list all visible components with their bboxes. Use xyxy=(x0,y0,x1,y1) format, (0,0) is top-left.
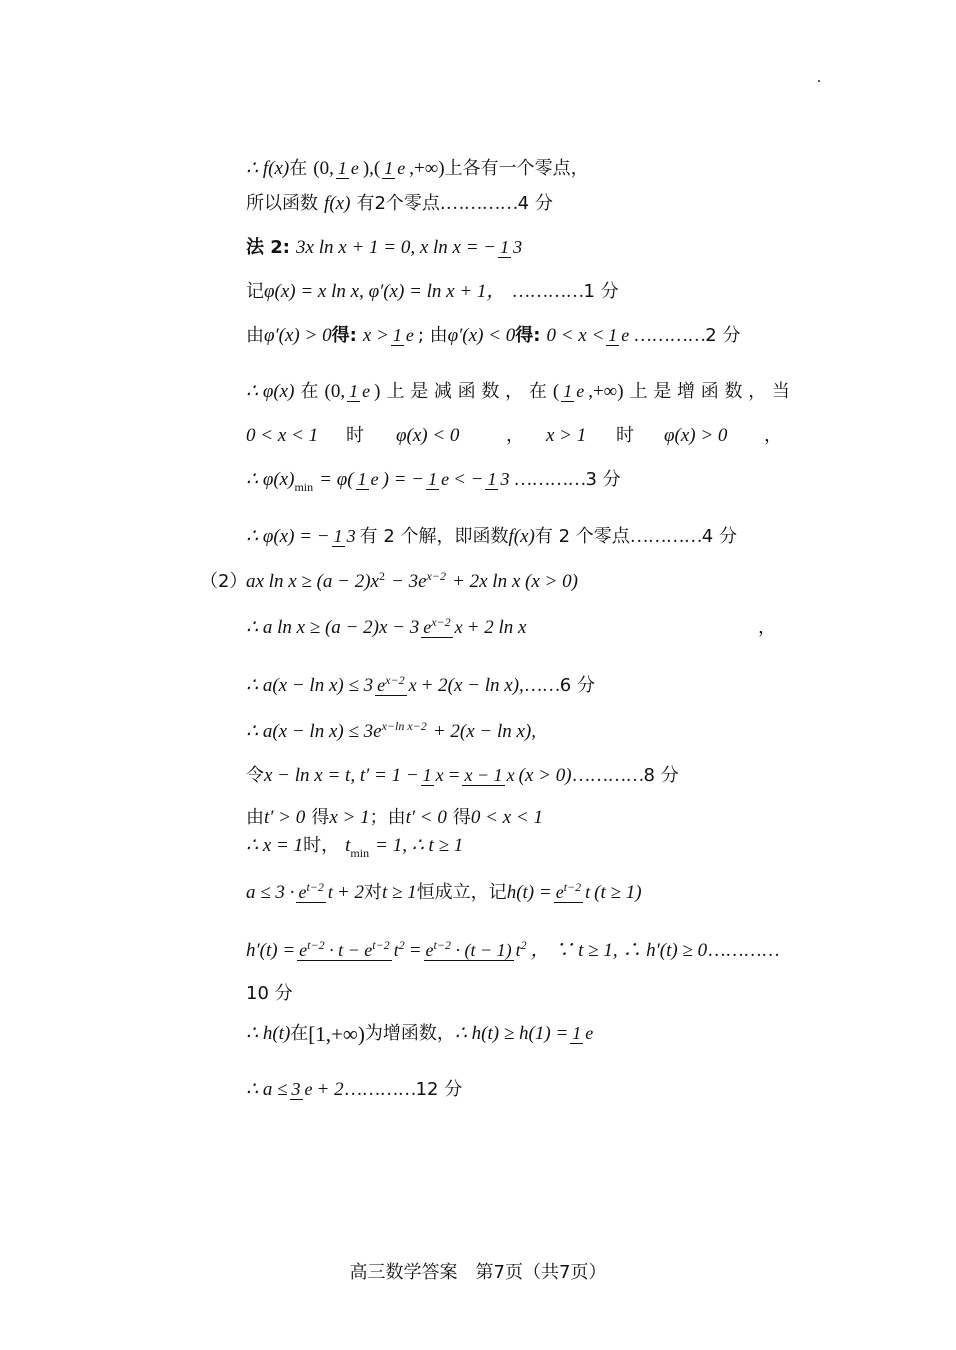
score: 1 分 xyxy=(583,281,619,302)
expr: φ′(x) > 0 xyxy=(264,325,332,346)
line-monotonic-intervals xyxy=(246,312,740,360)
text: 上各有一个零点， xyxy=(444,158,589,179)
expr: = φ( xyxy=(319,469,354,490)
expr: ∴ a(x − ln x) ≤ 3e xyxy=(246,721,382,742)
text: 在 xyxy=(289,158,308,179)
line-part-2-inequality: （2） ax ln x ≥ (a − 2)x 2 − 3e x−2 + 2x ln x (x > 0) xyxy=(200,569,578,592)
dots: ………… xyxy=(707,940,780,961)
line-rearranged xyxy=(246,660,595,712)
dots: ………… xyxy=(445,193,518,214)
expr: t ≥ 1 xyxy=(381,882,417,903)
expr: h(t) = xyxy=(506,882,552,903)
expr: + 2 ln x xyxy=(466,617,527,638)
line-h-derivative xyxy=(246,924,779,978)
expr: f(x) xyxy=(508,526,535,547)
text: 时， xyxy=(303,835,340,856)
expr: = xyxy=(447,765,461,786)
expr: − 3e xyxy=(391,571,427,592)
text: 上 是 减 函 数 ， 在 xyxy=(386,381,547,402)
text: 得 xyxy=(452,807,471,828)
expr: < − xyxy=(453,469,484,490)
score: 2 分 xyxy=(705,325,741,346)
text: ；由 xyxy=(369,807,406,828)
expr: x − ln x = t, t′ = 1 − xyxy=(264,765,419,786)
line-define-h xyxy=(246,866,642,920)
line-score-10 xyxy=(246,982,293,1006)
text: 记 xyxy=(246,281,264,302)
expr: ∴ φ(x) = − xyxy=(246,526,330,547)
score: 4 分 xyxy=(701,526,737,547)
score: 4 分 xyxy=(517,193,553,214)
text: 由 xyxy=(246,325,264,346)
score: 10 分 xyxy=(246,983,293,1004)
text: 对 xyxy=(363,882,382,903)
dots: …… xyxy=(523,675,560,696)
expr: ,+∞) xyxy=(588,381,624,402)
fraction: $e^{t-2}$ t xyxy=(555,880,591,902)
text: 恒成立，记 xyxy=(416,882,507,903)
fraction: $e^{t-2} \cdot t - e^{t-2}$ $t^2$ xyxy=(299,938,405,960)
fraction: 1 e xyxy=(337,158,359,178)
expr: x > xyxy=(362,325,389,346)
line-divide-by-x xyxy=(246,602,776,654)
text: 得: xyxy=(331,325,357,346)
dots: ………… xyxy=(633,325,706,346)
line-h-increasing xyxy=(246,1010,597,1058)
text: 上 是 增 函 数 ， 当 xyxy=(629,381,790,402)
text: 在 xyxy=(300,381,319,402)
text: 有 2 个零点 xyxy=(534,526,630,547)
expr: ),( xyxy=(362,158,381,179)
expr: h′(t) = xyxy=(246,940,296,961)
expr: 0 < x < xyxy=(546,325,605,346)
line-t-min: ∴ x = 1 时， t min = 1, ∴ t ≥ 1 xyxy=(246,835,464,860)
score: 8 分 xyxy=(643,765,679,786)
expr: ∴ a(x − ln x) ≤ 3 xyxy=(246,675,374,696)
line-method-2 xyxy=(246,224,526,272)
text: 在 xyxy=(290,1023,309,1044)
expr: ， ∵ t ≥ 1, ∴ h′(t) ≥ 0 xyxy=(530,940,708,961)
expr: ) xyxy=(374,381,381,402)
method-label: 法 2: xyxy=(246,237,290,258)
text: ; 由 xyxy=(417,325,448,346)
fraction: 1 e xyxy=(572,1023,594,1043)
fraction: 1 e xyxy=(428,469,450,489)
line-final-answer xyxy=(246,1066,462,1114)
score: 12 分 xyxy=(415,1079,463,1100)
fraction: 1 3 xyxy=(487,469,510,489)
expr: + 2 xyxy=(316,1079,344,1100)
expr: ∴ h(t) ≥ h(1) = xyxy=(454,1023,569,1044)
expr: + 2 xyxy=(336,882,364,903)
text: 令 xyxy=(246,765,264,786)
expr: ) = − xyxy=(382,469,425,490)
expr: φ(x) = x ln x, φ′(x) = ln x + 1， xyxy=(264,281,506,302)
expr: (t ≥ 1) xyxy=(594,882,642,903)
fraction: $e^{t-2} \cdot (t - 1)$ $t^2$ xyxy=(425,938,527,960)
text: ， xyxy=(764,425,782,446)
expr: 3x ln x + 1 = 0, x ln x = − xyxy=(296,237,497,258)
expr: + 2x ln x (x > 0) xyxy=(452,571,578,592)
fraction: 1 e xyxy=(563,381,585,401)
fraction: 1 e xyxy=(357,469,379,489)
part-number: （2） xyxy=(200,571,248,592)
expr: = 1, ∴ t ≥ 1 xyxy=(375,835,464,856)
fraction: 1 x xyxy=(422,765,444,785)
expr: (x > 0) xyxy=(518,765,572,786)
expr: ( xyxy=(552,381,560,402)
fraction: $e^{t-2}$ t xyxy=(298,880,333,902)
fraction: $e^{x-2}$ x xyxy=(423,615,463,637)
fraction: 1 e xyxy=(384,158,406,178)
line-phi-min: ∴ φ(x) min = φ( 1 e ) = − 1 e < − 1 3 ………… 3 分 xyxy=(246,469,621,494)
dots: ………… xyxy=(629,526,702,547)
line-two-zeros xyxy=(246,192,553,216)
text: 得 xyxy=(311,807,330,828)
speck-mark xyxy=(818,80,820,82)
text: 时 xyxy=(616,425,634,446)
text: 由 xyxy=(246,807,264,828)
expr: ax ln x ≥ (a − 2)x xyxy=(246,571,379,592)
line-sign-conditions xyxy=(246,424,782,448)
expr: ∴ a ln x ≥ (a − 2)x − 3 xyxy=(246,617,420,638)
text: 有2个零点. xyxy=(356,193,446,214)
expr: f(x) xyxy=(324,193,351,214)
expr: [1,+∞) xyxy=(308,1022,365,1046)
expr: x > 1 xyxy=(546,425,587,446)
text: 时 xyxy=(346,425,364,446)
expr: + 2(x − ln x), xyxy=(432,721,537,742)
expr: (0, xyxy=(313,158,334,179)
expr: t′ > 0 xyxy=(264,807,306,828)
expr: a ≤ 3 · xyxy=(246,882,295,903)
expr: ∴ x = 1 xyxy=(246,835,304,856)
text: 所以函数 xyxy=(246,193,318,214)
expr: ∴ h(t) xyxy=(246,1023,291,1044)
fraction: $e^{x-2}$ x xyxy=(377,673,417,695)
fraction: 1 3 xyxy=(500,237,523,257)
expr: ∴ φ(x) xyxy=(246,469,295,490)
line-substitution xyxy=(246,752,679,800)
page-footer: 高三数学答案 第7页（共7页） xyxy=(349,1262,607,1283)
expr: φ(x) < 0 xyxy=(396,425,460,446)
text: 有 2 个解，即函数 xyxy=(359,526,509,547)
score: 6 分 xyxy=(559,675,595,696)
text: 为增函数， xyxy=(364,1023,455,1044)
dots: ………… xyxy=(511,281,584,302)
expr: ∴ a ≤ xyxy=(246,1079,288,1100)
score: 3 分 xyxy=(585,469,621,490)
text: ， xyxy=(758,617,776,638)
line-t-derivative-sign xyxy=(246,806,543,830)
fraction: 1 3 xyxy=(333,526,356,546)
expr: 0 < x < 1 xyxy=(470,807,543,828)
text: ， xyxy=(506,425,524,446)
expr: ∴ φ(x) xyxy=(246,381,295,402)
text: 得: xyxy=(515,325,541,346)
expr: = xyxy=(408,940,422,961)
line-increasing-decreasing xyxy=(246,368,790,416)
expr: x > 1 xyxy=(329,807,370,828)
fraction: x − 1 x xyxy=(464,765,515,785)
line-zeros-conclusion xyxy=(246,150,589,188)
fraction: 1 e xyxy=(608,325,630,345)
expr: φ(x) > 0 xyxy=(664,425,728,446)
fraction: 1 e xyxy=(349,381,371,401)
expr: t xyxy=(345,835,351,856)
expr: + 2(x − ln x), xyxy=(420,675,524,696)
expr: t′ < 0 xyxy=(405,807,447,828)
dots: ………… xyxy=(343,1079,416,1100)
line-exponent-form: ∴ a(x − ln x) ≤ 3e x−ln x−2 + 2(x − ln x), xyxy=(246,719,537,742)
expr: ,+∞) xyxy=(409,158,445,179)
expr: (0, xyxy=(324,381,346,402)
expr: ∴ f(x) xyxy=(246,158,290,179)
fraction: 1 e xyxy=(392,325,414,345)
line-define-phi xyxy=(246,280,619,304)
dots: ………… xyxy=(571,765,644,786)
expr: φ′(x) < 0 xyxy=(447,325,516,346)
dots: ………… xyxy=(513,469,586,490)
line-two-solutions xyxy=(246,513,737,561)
fraction: 3 e xyxy=(291,1079,313,1099)
expr: 0 < x < 1 xyxy=(246,425,319,446)
